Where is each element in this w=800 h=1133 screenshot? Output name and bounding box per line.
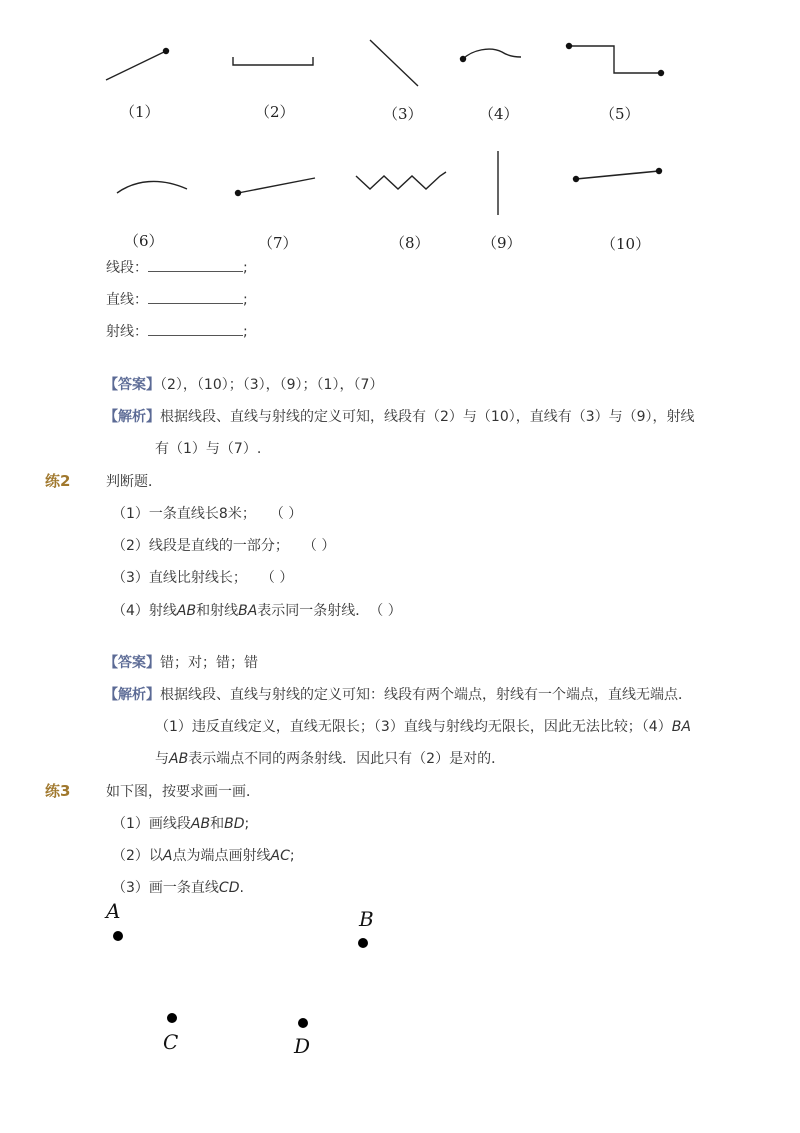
q1-analysis-line1 — [104, 406, 695, 426]
analysis-line3-text-b: 表示端点不同的两条射线．因此只有（2）是对的． — [188, 751, 506, 767]
figures-svg — [0, 0, 800, 260]
ex2-analysis-line3 — [155, 748, 505, 768]
fill-label-segment: 线段： — [106, 260, 148, 276]
figure-2-segment — [233, 57, 313, 65]
ex3-item-1 — [112, 813, 249, 833]
answer-tag: 【答案】 — [104, 655, 160, 671]
ex2-item-4-text-a: （4）射线 — [112, 603, 177, 619]
ex2-item-1: （1）一条直线长8米； （ ） — [112, 506, 303, 522]
answer-tag: 【答案】 — [104, 377, 160, 393]
ex3-item-1-text-c: ; — [244, 816, 250, 832]
exercise-2-tag: 练2 — [45, 472, 71, 490]
ex2-item-2: （2）线段是直线的一部分； （ ） — [112, 538, 336, 554]
figure-5-polyline — [566, 43, 664, 76]
blank-line[interactable] — [148, 291, 243, 304]
figure-label-6: （6） — [124, 232, 164, 250]
figure-label-9: （9） — [482, 234, 522, 252]
ex2-item-4-ray-ab: AB — [176, 603, 197, 619]
figure-label-8: （8） — [390, 234, 430, 252]
answer-text: 错；对；错；错 — [160, 655, 258, 671]
point-c-dot[interactable] — [167, 1013, 177, 1023]
fill-end-segment: ; — [243, 260, 248, 276]
ex2-item-4-text-c: 表示同一条射线． （ ） — [257, 603, 402, 619]
analysis-line2-ray-ba: BA — [671, 719, 691, 735]
answer-text: （2），（10）；（3），（9）；（1），（7） — [160, 377, 384, 393]
figure-4-curve — [460, 49, 521, 62]
ex2-item-4-text-b: 和射线 — [196, 603, 239, 619]
ex2-item-4 — [112, 600, 402, 620]
fill-end-ray: ; — [243, 324, 248, 340]
analysis-line3-text-a: 与 — [155, 751, 169, 767]
point-c-label: C — [163, 1030, 179, 1054]
ex3-item-3-line-cd: CD — [218, 880, 240, 896]
ex2-analysis-line1 — [104, 684, 692, 704]
ex3-item-3-text-a: （3）画一条直线 — [112, 880, 219, 896]
ex3-item-2-text-c: ; — [289, 848, 295, 864]
ex3-item-2-text-a: （2）以 — [112, 848, 163, 864]
point-d-label: D — [294, 1034, 311, 1058]
figure-label-3: （3） — [383, 105, 423, 123]
point-b-label: B — [359, 907, 374, 931]
exercise-2-title: 判断题． — [106, 474, 162, 490]
q1-analysis-line2: 有（1）与（7）. — [155, 441, 262, 457]
figure-label-7: （7） — [258, 234, 298, 252]
point-a-dot[interactable] — [113, 931, 123, 941]
ex3-item-2-ray-ac: AC — [270, 848, 290, 864]
ex3-item-1-text-a: （1）画线段 — [112, 816, 191, 832]
figure-3-line — [370, 40, 418, 86]
figure-6-curve — [117, 181, 187, 193]
ex2-analysis-line2 — [155, 716, 691, 736]
figure-1-ray — [106, 48, 169, 80]
analysis-line3-ray-ab: AB — [169, 751, 189, 767]
ex2-item-4-ray-ba: BA — [238, 603, 258, 619]
point-d-dot[interactable] — [298, 1018, 308, 1028]
point-a-label: A — [106, 899, 121, 923]
ex3-item-1-seg-ab: AB — [190, 816, 211, 832]
fill-label-ray: 射线： — [106, 324, 148, 340]
point-b-dot[interactable] — [358, 938, 368, 948]
ex3-item-3-text-b: . — [239, 880, 244, 896]
ex3-item-2 — [112, 845, 295, 865]
ex2-item-3: （3）直线比射线长； （ ） — [112, 570, 294, 586]
analysis-text: 根据线段、直线与射线的定义可知，线段有（2）与（10），直线有（3）与（9），射线 — [160, 409, 695, 425]
figure-label-2: （2） — [255, 103, 295, 121]
ex3-item-1-text-b: 和 — [210, 816, 225, 832]
figure-label-5: （5） — [600, 105, 640, 123]
figure-label-1: （1） — [120, 103, 160, 121]
analysis-line2-text: （1）违反直线定义，直线无限长；（3）直线与射线均无限长，因此无法比较；（4） — [155, 719, 672, 735]
figure-8-zigzag — [356, 172, 446, 189]
figure-10-segment — [573, 168, 662, 182]
ex3-item-2-text-b: 点为端点画射线 — [172, 848, 271, 864]
blank-segment[interactable] — [148, 259, 243, 272]
ex3-item-2-point-a: A — [162, 848, 173, 864]
analysis-tag: 【解析】 — [104, 687, 160, 703]
fill-line-ray — [106, 321, 248, 341]
fill-end-line: ; — [243, 292, 248, 308]
analysis-tag: 【解析】 — [104, 409, 160, 425]
fill-line-line — [106, 289, 248, 309]
exercise-3-title: 如下图，按要求画一画． — [106, 784, 260, 800]
figure-label-10: （10） — [601, 235, 651, 253]
blank-ray[interactable] — [148, 323, 243, 336]
figure-label-4: （4） — [479, 105, 519, 123]
fill-line-segment — [106, 257, 248, 277]
q1-answer — [104, 374, 383, 394]
ex2-answer — [104, 652, 258, 672]
fill-label-line: 直线： — [106, 292, 148, 308]
figure-7-ray — [235, 178, 315, 196]
exercise-3-tag: 练3 — [45, 782, 71, 800]
ex3-item-1-seg-bd: BD — [224, 816, 245, 832]
analysis-text: 根据线段、直线与射线的定义可知：线段有两个端点，射线有一个端点，直线无端点． — [160, 687, 692, 703]
